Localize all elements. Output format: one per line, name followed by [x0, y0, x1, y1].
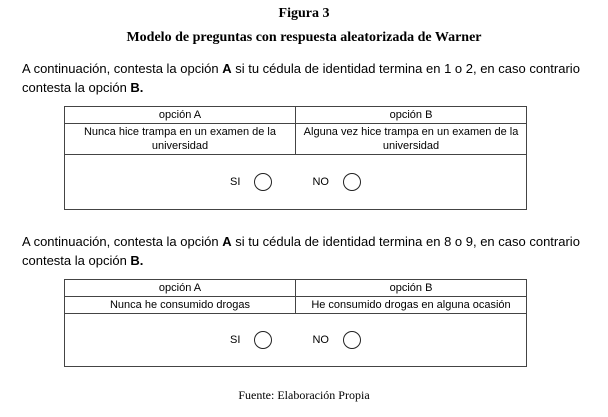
instruction-text-mid: si tu cédula de identidad termina en 8 o 9, en caso contrario contesta la opción	[22, 234, 580, 268]
header-option-b: opción B	[295, 107, 526, 123]
no-choice	[312, 173, 361, 191]
option-b-text: He consumido drogas en alguna ocasión	[295, 297, 526, 313]
option-a-text: Nunca he consumido drogas	[109, 299, 251, 311]
question-2-table	[64, 279, 527, 367]
no-choice	[312, 331, 361, 349]
yes-label: SI	[230, 334, 241, 346]
options-row	[65, 124, 526, 155]
yes-radio-circle-icon[interactable]	[254, 331, 272, 349]
figure-source: Fuente: Elaboración Propia	[238, 388, 370, 402]
yes-label: SI	[230, 176, 241, 188]
header-row	[65, 107, 526, 124]
no-radio-circle-icon[interactable]	[343, 173, 361, 191]
figure-title: Figura 3	[278, 6, 330, 21]
no-label: NO	[312, 334, 329, 346]
options-row	[65, 297, 526, 314]
option-b-text: Alguna vez hice trampa en un examen de la universidad	[295, 124, 526, 154]
question-1-table	[64, 106, 527, 210]
instruction-text-start: A continuación, contesta la opción	[22, 61, 223, 76]
header-option-b: opción B	[295, 280, 526, 296]
header-option-a: opción A	[158, 282, 202, 294]
option-b-letter: B.	[130, 253, 144, 268]
option-a-letter: A	[222, 234, 232, 249]
figure-subtitle: Modelo de preguntas con respuesta aleatorizada de Warner	[126, 30, 482, 45]
yes-choice	[230, 173, 272, 191]
question-2-instruction	[22, 232, 597, 270]
instruction-text-mid: si tu cédula de identidad termina en 1 o 2, en caso contrario contesta la opción	[22, 61, 580, 95]
header-option-a: opción A	[158, 109, 202, 121]
yes-radio-circle-icon[interactable]	[254, 173, 272, 191]
answer-row	[65, 314, 526, 366]
answer-row	[65, 155, 526, 209]
option-a-text: Nunca hice trampa en un examen de la universidad	[83, 126, 276, 152]
option-b-letter: B.	[130, 80, 144, 95]
no-label: NO	[312, 176, 329, 188]
header-row	[65, 280, 526, 297]
instruction-text-start: A continuación, contesta la opción	[22, 234, 223, 249]
no-radio-circle-icon[interactable]	[343, 331, 361, 349]
yes-choice	[230, 331, 272, 349]
question-1-instruction	[22, 59, 597, 97]
option-a-letter: A	[222, 61, 232, 76]
